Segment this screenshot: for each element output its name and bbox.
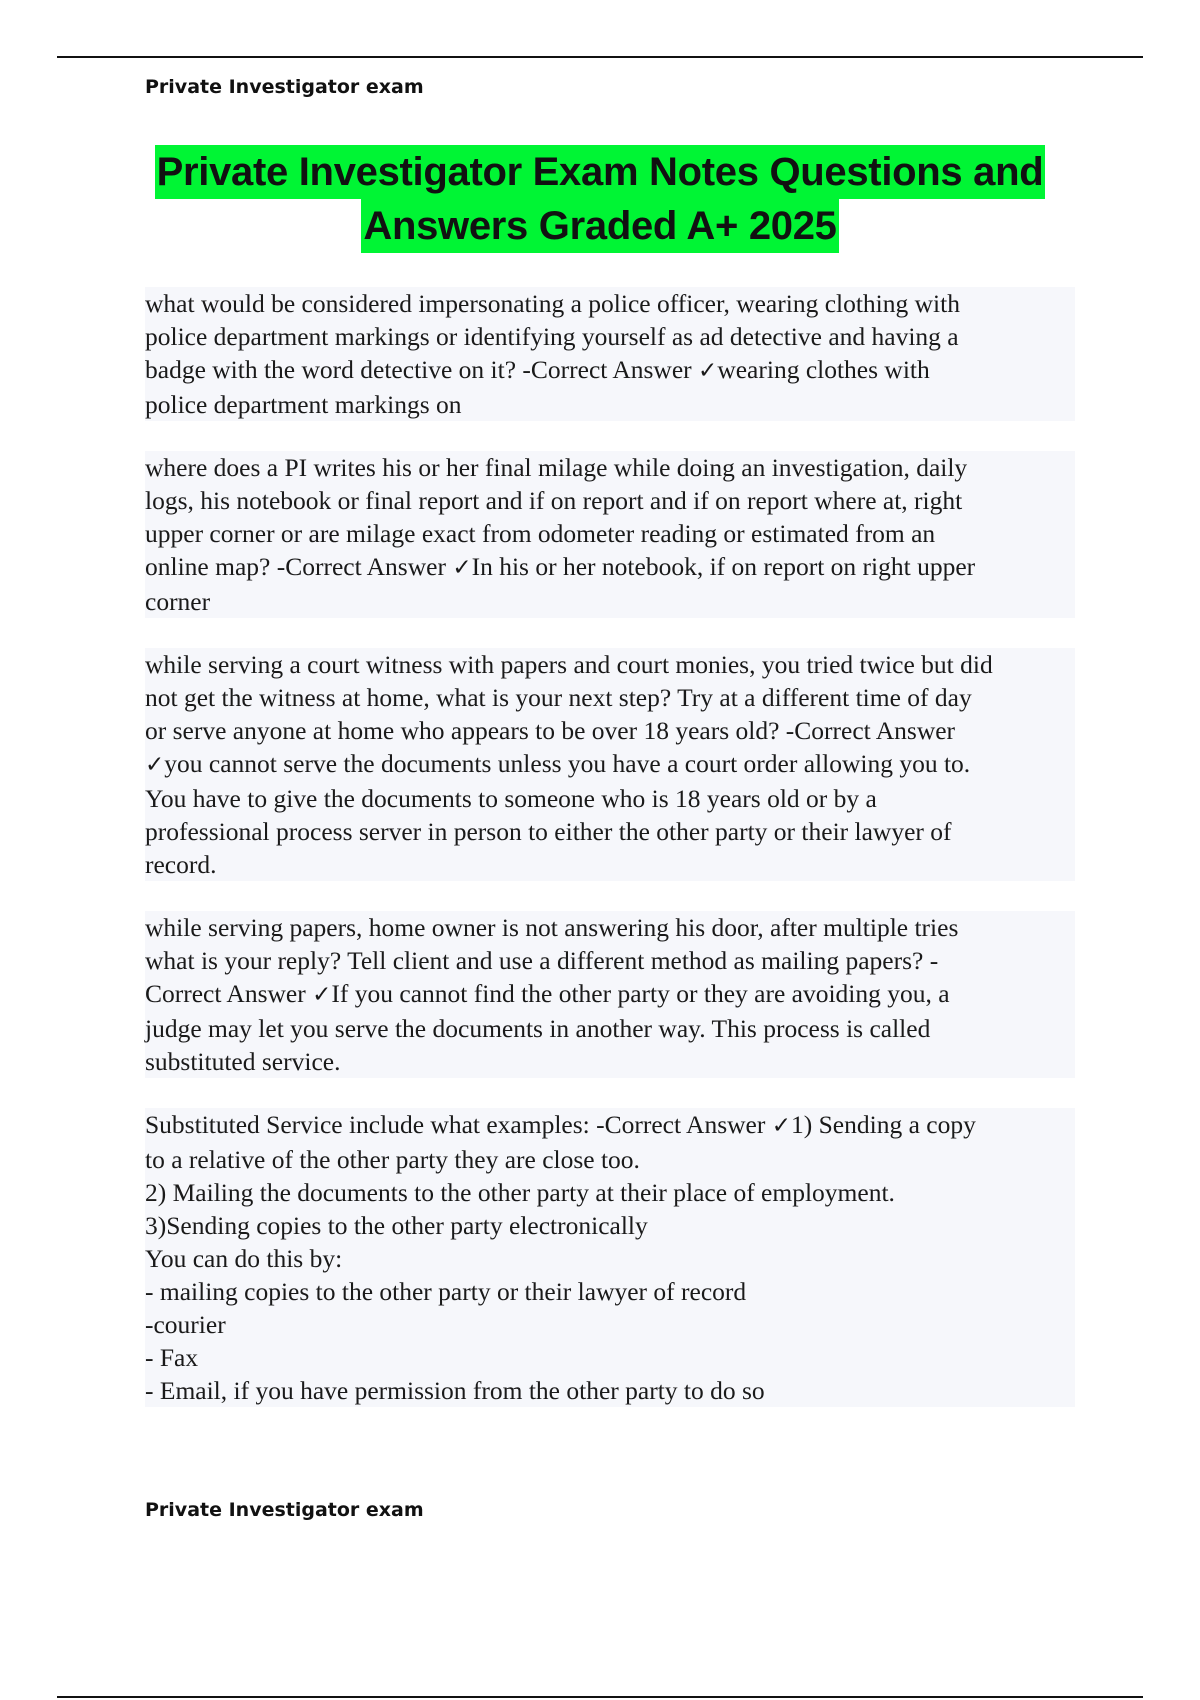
answer-text: In his or her notebook, if on report on right upper corner — [145, 552, 976, 616]
document-title — [0, 145, 1200, 253]
qa-item — [145, 1108, 1075, 1407]
answer-text: wearing clothes with police department markings on — [145, 355, 930, 419]
qa-item — [145, 287, 1075, 421]
running-footer: Private Investigator exam — [145, 1499, 424, 1521]
question-text: while serving papers, home owner is not answering his door, after multiple tries what is your reply? Tell client and use a different method as mailing papers? - Correct Answer — [145, 913, 959, 1008]
question-text: what would be considered impersonating a police officer, wearing clothing with police department markings or identifying yourself as ad detective and having a badge with the word detective on it? -Correct Answer — [145, 289, 960, 384]
checkmark-icon: ✓ — [312, 982, 332, 1008]
checkmark-icon: ✓ — [698, 358, 718, 384]
answer-text: If you cannot find the other party or they are avoiding you, a judge may let you serve the documents in another way. This process is called substituted service. — [145, 979, 950, 1076]
qa-item — [145, 451, 1075, 618]
question-text: Substituted Service include what examples: -Correct Answer — [145, 1110, 772, 1139]
question-text: while serving a court witness with papers and court monies, you tried twice but did not get the witness at home, what is your next step? Try at a different time of day or serve anyone at home who appears to be over 18 years old? -Correct Answer — [145, 650, 993, 745]
checkmark-icon: ✓ — [771, 1113, 791, 1139]
answer-text: you cannot serve the documents unless you have a court order allowing you to. You have to give the documents to someone who is 18 years old or by a professional process server in person to either the other party or their lawyer of record. — [145, 749, 971, 879]
footer-rule — [57, 1696, 1143, 1698]
header-rule — [57, 56, 1143, 58]
checkmark-icon: ✓ — [145, 752, 165, 778]
title-line-2: Answers Graded A+ 2025 — [361, 199, 838, 253]
running-header: Private Investigator exam — [145, 76, 424, 98]
question-text: where does a PI writes his or her final milage while doing an investigation, daily logs, his notebook or final report and if on report and if on report where at, right upper corner or are milage exact from odometer reading or estimated from an online map? -Correct Answer — [145, 453, 968, 581]
qa-item — [145, 911, 1075, 1078]
qa-list — [145, 287, 1075, 1437]
title-line-1: Private Investigator Exam Notes Questions and — [155, 145, 1046, 199]
answer-text: 1) Sending a copy to a relative of the other party they are close too. 2) Mailing the documents to the other party at their place of employment. 3)Sending copies to the other party electronically You can do this by: - mailing copies to the other party or their lawyer of record -courier - Fax - Email, if you have permission from the other party to do so — [145, 1110, 976, 1405]
qa-item — [145, 648, 1075, 881]
checkmark-icon: ✓ — [452, 555, 472, 581]
